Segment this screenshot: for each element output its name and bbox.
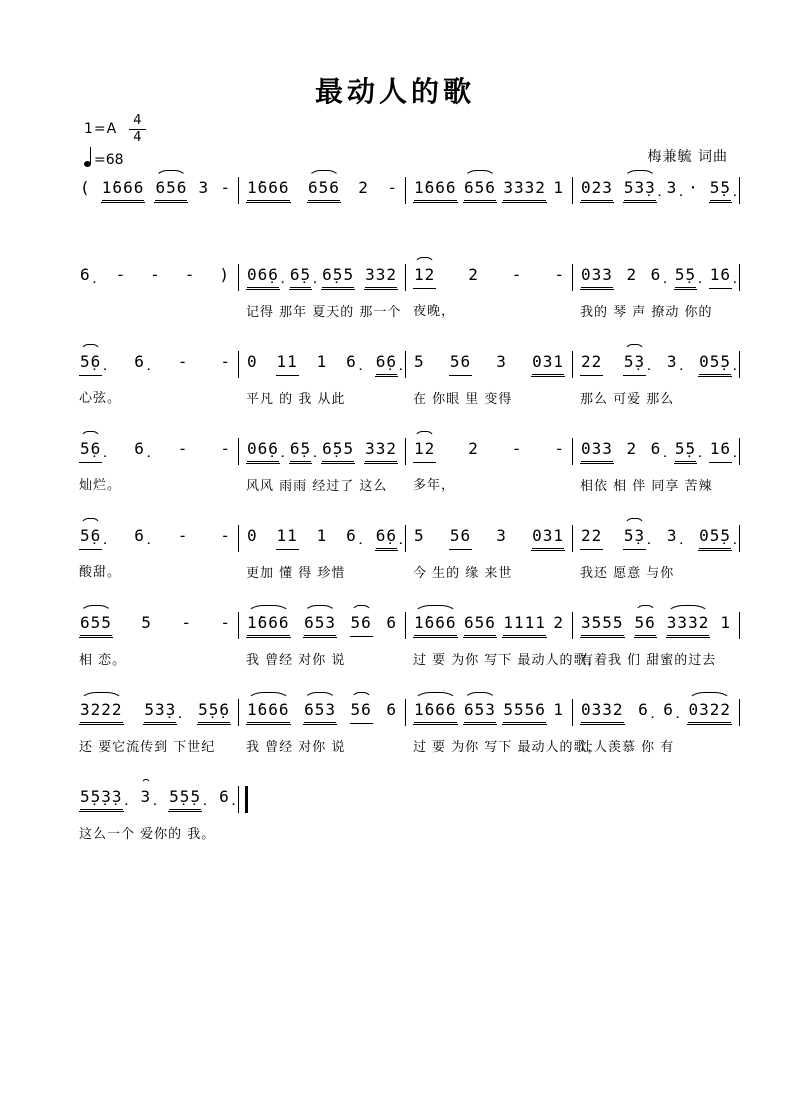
- note-token: 6̣55: [321, 439, 355, 464]
- note-token: 2: [626, 265, 638, 284]
- measure-row: [72, 433, 740, 494]
- note-token: 1: [553, 700, 564, 719]
- measure: [72, 172, 238, 214]
- note-token: 656: [307, 178, 341, 203]
- note-token: 653: [303, 700, 337, 725]
- measure-row: [72, 259, 740, 320]
- measure: [406, 172, 572, 214]
- note-token: 6̣: [134, 352, 145, 371]
- note-token: 1̇666: [246, 178, 291, 203]
- note-token: 3: [496, 352, 507, 371]
- note-token: 3̣: [666, 352, 678, 371]
- note-token: 023: [580, 178, 614, 203]
- note-token: 6̣: [650, 439, 662, 458]
- note-token: 6: [386, 700, 397, 719]
- barline: [739, 351, 740, 378]
- note-token: -: [115, 265, 126, 284]
- score-line: [72, 520, 740, 607]
- notes-row: [246, 346, 398, 377]
- note-token: 5̣6̣: [79, 439, 102, 463]
- lyric-line: 夜晚，: [413, 304, 456, 319]
- note-token: 56: [350, 700, 373, 724]
- note-token: 6: [386, 613, 397, 632]
- note-token: 1: [553, 178, 564, 197]
- measure: [72, 607, 238, 668]
- note-token: ·: [688, 178, 699, 197]
- measure: [72, 346, 238, 406]
- lyric-line: 有着我 们 甜蜜的过去: [580, 653, 717, 668]
- composer-credit: 梅兼毓 词曲: [647, 149, 728, 165]
- note-token: 6̣6̣: [375, 526, 398, 551]
- measure: [72, 259, 238, 296]
- score-line: [72, 781, 740, 868]
- note-token: 6̣: [219, 787, 230, 806]
- score-line: [72, 172, 740, 259]
- measure: [239, 607, 405, 668]
- notes-row: [413, 433, 565, 463]
- note-token: 6̣: [650, 265, 662, 284]
- measure: [239, 433, 405, 494]
- measure: [406, 259, 572, 319]
- lyric-line: 平凡 的 我 从此: [246, 392, 346, 407]
- note-token: 5̣5̣: [709, 178, 732, 203]
- note-token: 6̣55: [321, 265, 355, 290]
- barline: [739, 438, 740, 465]
- barline: [739, 264, 740, 291]
- measure: [406, 694, 602, 755]
- notes-row: [79, 172, 231, 203]
- lyric-line: 我还 愿意 与你: [580, 566, 675, 581]
- measure: [573, 172, 739, 214]
- measure: [573, 346, 739, 407]
- note-token: 53̣3̣: [623, 178, 657, 203]
- note-token: -: [184, 265, 195, 284]
- note-token: 56: [634, 613, 657, 638]
- note-token: -: [150, 265, 160, 284]
- lyric-line: 在 你眼 里 变得: [413, 392, 513, 407]
- note-token: 6̣: [134, 526, 145, 545]
- note-token: 06̣6̣: [246, 439, 280, 464]
- measure-row: [72, 694, 740, 755]
- note-token: 2: [358, 178, 369, 197]
- note-token: 1: [316, 352, 328, 371]
- lyric-line: 更加 懂 得 珍惜: [246, 566, 346, 581]
- note-token: 3555: [580, 613, 625, 638]
- notes-row: [580, 607, 732, 638]
- note-token: 5: [414, 352, 425, 371]
- lyric-line: 让人羡慕 你 有: [580, 740, 675, 755]
- note-token: 5̣3̣: [623, 352, 646, 376]
- measure: [406, 607, 602, 668]
- barline: [739, 699, 740, 726]
- notes-row: [79, 346, 231, 376]
- note-token: 6̣: [638, 700, 649, 719]
- note-token: -: [220, 352, 230, 371]
- note-token: -: [220, 178, 230, 197]
- measure: [239, 172, 405, 214]
- note-token: 1̇666: [246, 613, 291, 638]
- note-token: 3332: [666, 613, 711, 638]
- notes-row: [580, 520, 732, 551]
- note-token: 6̣5̣: [289, 439, 312, 464]
- note-token: -: [554, 439, 564, 458]
- note-token: 653: [303, 613, 337, 638]
- note-token: 3̣: [666, 526, 678, 545]
- note-token: 1̇666: [101, 178, 146, 203]
- note-token: 5556: [502, 700, 547, 725]
- measure: [573, 520, 739, 581]
- barline: [739, 525, 740, 552]
- note-token: 56: [350, 613, 373, 637]
- lyric-line: 酸甜。: [79, 565, 122, 580]
- note-token: 56: [449, 352, 472, 376]
- note-token: 3: [198, 178, 210, 197]
- lyric-line: 风风 雨雨 经过了 这么: [246, 479, 388, 494]
- note-token: 3332: [502, 178, 547, 203]
- measure: [573, 433, 739, 494]
- measure: [239, 694, 405, 755]
- lyric-line: 我 曾经 对你 说: [246, 653, 346, 668]
- note-token: 0332: [580, 700, 625, 725]
- note-token: 5̣5̣: [674, 439, 697, 464]
- measure: [406, 433, 572, 493]
- note-token: ): [219, 265, 230, 284]
- note-token: 5̣5̣6: [197, 700, 231, 725]
- measure: [239, 346, 405, 407]
- note-token: 031: [531, 352, 565, 377]
- note-token: 656: [463, 178, 497, 203]
- note-token: 031: [531, 526, 565, 551]
- tempo-value: =68: [94, 152, 124, 169]
- note-token: 6̣: [346, 352, 357, 371]
- note-token: 05̣5̣: [698, 352, 732, 377]
- note-token: 3̣: [140, 787, 152, 806]
- note-token: 0322: [687, 700, 732, 725]
- time-signature: [129, 114, 145, 144]
- notes-row: [79, 607, 231, 638]
- note-token: 6̣6̣: [375, 352, 398, 377]
- notes-row: [246, 172, 398, 203]
- notes-row: [79, 520, 231, 550]
- notes-row: [413, 607, 565, 638]
- notes-row: [413, 346, 565, 377]
- notes-row: [246, 520, 398, 551]
- lyric-line: 过 要 为你 写下 最动人的歌，: [413, 653, 602, 668]
- note-token: 0: [247, 352, 258, 371]
- note-token: 332: [364, 439, 398, 464]
- note-token: 033: [580, 265, 614, 290]
- measure: [72, 694, 238, 755]
- note-token: 22: [580, 352, 603, 376]
- notes-row: [580, 433, 732, 464]
- measure-row: [72, 172, 740, 214]
- note-token: 16̣: [709, 439, 732, 463]
- note-token: 1̇666: [413, 700, 458, 725]
- note-token: 2: [626, 439, 638, 458]
- notes-row: [79, 259, 231, 285]
- notes-row: [79, 781, 231, 812]
- song-title: 最动人的歌: [314, 75, 475, 108]
- measure: [239, 520, 405, 581]
- lyric-line: 灿烂。: [79, 478, 122, 493]
- note-token: 12: [413, 439, 436, 463]
- note-token: 1111: [502, 613, 547, 638]
- note-token: 56: [449, 526, 472, 550]
- notes-row: [413, 172, 565, 203]
- note-token: 53̣3̣: [143, 700, 177, 725]
- note-token: 16̣: [709, 265, 732, 289]
- note-token: 12: [413, 265, 436, 289]
- measure: [573, 259, 739, 320]
- note-token: 2: [468, 265, 479, 284]
- score-line: [72, 259, 740, 346]
- notes-row: [246, 259, 398, 290]
- notes-row: [413, 520, 565, 551]
- time-signature-denominator: 4: [133, 129, 142, 145]
- lyric-line: 过 要 为你 写下 最动人的歌，: [413, 740, 602, 755]
- note-token: -: [177, 352, 188, 371]
- note-token: 5̣6̣: [79, 352, 102, 376]
- note-token: 5̣5̣5̣: [168, 787, 202, 812]
- note-token: 2: [553, 613, 564, 632]
- note-token: 22: [580, 526, 603, 550]
- notes-row: [79, 694, 231, 725]
- measure: [573, 694, 739, 755]
- note-token: 332: [364, 265, 398, 290]
- score-header: [84, 114, 146, 169]
- note-token: 656: [154, 178, 188, 203]
- note-token: 655: [79, 613, 113, 638]
- barline: [739, 612, 740, 639]
- lyric-line: 还 要它流传到 下世纪: [79, 740, 216, 755]
- note-token: 11: [276, 526, 299, 550]
- note-token: 05̣5̣: [698, 526, 732, 551]
- measure: [72, 781, 238, 842]
- note-token: 5̣5̣3̣3̣: [79, 787, 124, 812]
- note-token: 1̇666: [246, 700, 291, 725]
- lyric-line: 相 恋。: [79, 653, 127, 668]
- lyric-line: 多年，: [413, 478, 456, 493]
- score-line: [72, 346, 740, 433]
- note-token: 11: [276, 352, 299, 376]
- note-token: 5̣5̣: [674, 265, 697, 290]
- note-token: 5: [141, 613, 152, 632]
- note-token: 033: [580, 439, 614, 464]
- score-line: [72, 694, 740, 781]
- note-token: -: [177, 439, 188, 458]
- note-token: -: [220, 439, 230, 458]
- note-token: 6̣: [134, 439, 145, 458]
- note-token: 5̣6̣: [79, 526, 102, 550]
- notes-row: [246, 607, 398, 638]
- note-token: 656: [463, 613, 497, 638]
- lyric-line: 心弦。: [79, 391, 122, 406]
- note-token: 5̣3̣: [623, 526, 646, 550]
- note-token: -: [220, 526, 230, 545]
- note-token: 6̣: [346, 526, 357, 545]
- note-token: 1: [316, 526, 328, 545]
- note-token: 3: [496, 526, 507, 545]
- note-token: 5: [414, 526, 425, 545]
- lyric-line: 相依 相 伴 同享 苦辣: [580, 479, 713, 494]
- note-token: -: [554, 265, 564, 284]
- note-token: -: [177, 526, 188, 545]
- note-token: 06̣6̣: [246, 265, 280, 290]
- notes-row: [580, 259, 732, 290]
- note-token: 1̇666: [413, 178, 458, 203]
- key-signature: 1=A: [84, 120, 118, 137]
- notes-row: [580, 694, 732, 725]
- note-token: 3̣: [666, 178, 678, 197]
- measure-row: [72, 346, 740, 407]
- note-token: 0: [247, 526, 258, 545]
- measure: [406, 346, 572, 407]
- final-barline: [238, 786, 248, 813]
- measure: [72, 433, 238, 493]
- note-token: 2: [468, 439, 479, 458]
- measure-row: [72, 520, 740, 581]
- note-token: 3222: [79, 700, 124, 725]
- note-token: (: [80, 178, 91, 197]
- note-token: 1̇666: [413, 613, 458, 638]
- note-token: -: [511, 265, 522, 284]
- notes-row: [413, 694, 565, 725]
- score: [72, 172, 740, 868]
- quarter-note-icon: [84, 161, 91, 167]
- notes-row: [79, 433, 231, 463]
- measure-row: [72, 607, 740, 668]
- measure: [239, 259, 405, 320]
- measure: [573, 607, 739, 668]
- notes-row: [413, 259, 565, 289]
- note-token: -: [387, 178, 397, 197]
- key-time-row: [84, 114, 146, 144]
- notes-row: [580, 172, 732, 203]
- measure: [72, 520, 238, 580]
- score-line: [72, 607, 740, 694]
- lyric-line: 这么一个 爱你的 我。: [79, 827, 216, 842]
- note-token: 6̣: [663, 700, 674, 719]
- note-token: 6̣: [80, 265, 91, 284]
- lyric-line: 我的 琴 声 撩动 你的: [580, 305, 713, 320]
- note-token: -: [220, 613, 230, 632]
- tempo-marking: [84, 152, 146, 169]
- measure: [406, 520, 572, 581]
- note-token: 653: [463, 700, 497, 725]
- note-token: 6̣5̣: [289, 265, 312, 290]
- measure-row: [72, 781, 312, 842]
- notes-row: [246, 694, 398, 725]
- time-signature-numerator: 4: [129, 114, 145, 130]
- score-line: [72, 433, 740, 520]
- lyric-line: 今 生的 缘 来世: [413, 566, 513, 581]
- note-token: -: [181, 613, 191, 632]
- notes-row: [580, 346, 732, 377]
- note-token: -: [511, 439, 522, 458]
- barline: [739, 177, 740, 204]
- notes-row: [246, 433, 398, 464]
- lyric-line: 那么 可爱 那么: [580, 392, 675, 407]
- lyric-line: 记得 那年 夏天的 那一个: [246, 305, 402, 320]
- lyric-line: 我 曾经 对你 说: [246, 740, 346, 755]
- note-token: 1: [720, 613, 731, 632]
